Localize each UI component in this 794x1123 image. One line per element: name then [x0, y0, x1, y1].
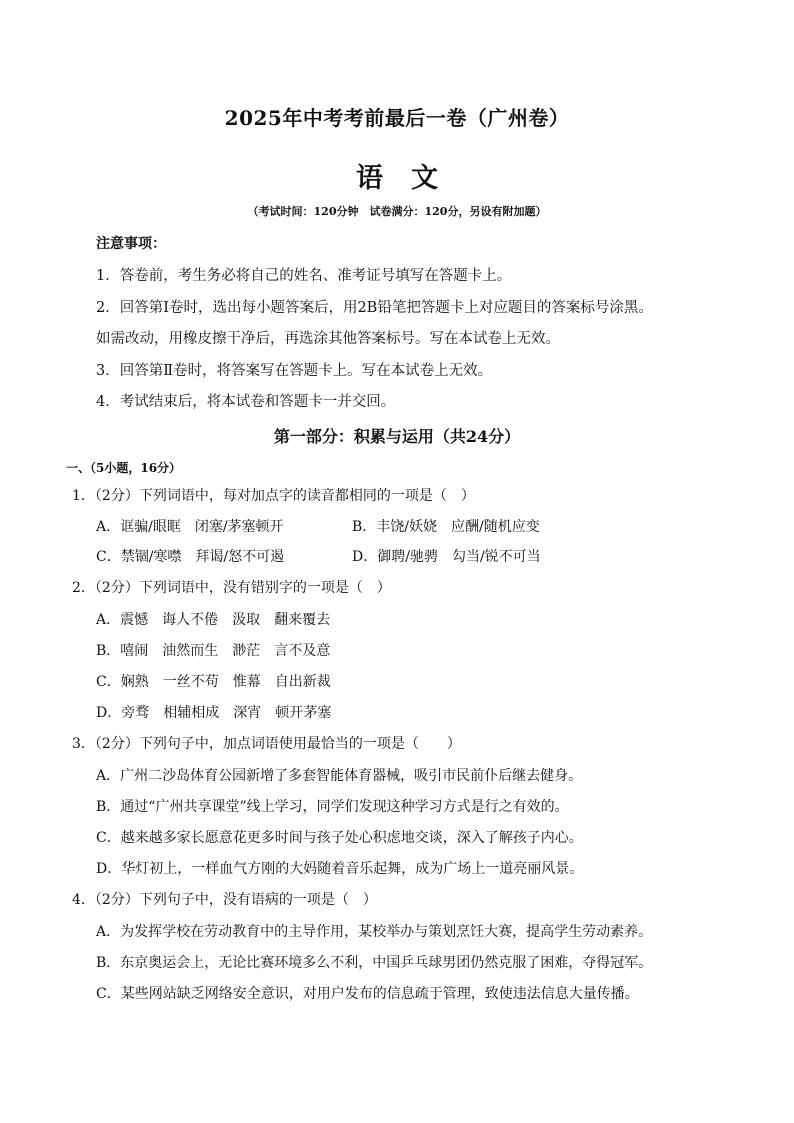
question-option: C．某些网站缺乏网络安全意识，对用户发布的信息疏于管理，致使违法信息大量传播。: [96, 986, 639, 1002]
question-option: D．华灯初上，一样血气方刚的大妈随着音乐起舞，成为广场上一道亮丽风景。: [96, 861, 584, 877]
question-option: A．广州二沙岛体育公园新增了多套智能体育器械，吸引市民前仆后继去健身。: [96, 768, 583, 784]
question-option: C．禁锢/寒噤 拜谒/怒不可遏: [96, 549, 285, 565]
question-option: A．诓骗/眼眶 闭塞/茅塞顿开: [96, 519, 284, 535]
part-heading: 第一部分：积累与运用（共24分）: [273, 427, 521, 446]
question-stem: 3．（2分）下列句子中，加点词语使用最恰当的一项是（ ）: [72, 736, 461, 752]
question-option: D．御聘/驰骋 勾当/锐不可当: [352, 549, 541, 565]
question-stem: 2．（2分）下列词语中，没有错别字的一项是（ ）: [72, 580, 391, 596]
question-option: A．为发挥学校在劳动教育中的主导作用，某校举办与策划烹饪大赛，提高学生劳动素养。: [96, 924, 653, 940]
question-stem: 4．（2分）下列句子中，没有语病的一项是（ ）: [72, 892, 377, 908]
note-item: 3．回答第Ⅱ卷时，将答案写在答题卡上。写在本试卷上无效。: [96, 363, 493, 379]
exam-title: 2025年中考考前最后一卷（广州卷）: [224, 106, 570, 130]
exam-info: （考试时间：120分钟 试卷满分：120分，另设有附加题）: [247, 205, 547, 218]
question-option: B．通过“广州共享课堂”线上学习，同学们发现这种学习方式是行之有效的。: [96, 799, 569, 815]
subject-title: 语文: [356, 163, 466, 194]
note-item: 1．答卷前，考生务必将自己的姓名、准考证号填写在答题卡上。: [96, 268, 512, 284]
question-option: A．震憾 诲人不倦 汲取 翻来覆去: [96, 612, 331, 628]
note-item: 4．考试结束后，将本试卷和答题卡一并交回。: [96, 394, 396, 410]
note-item: 2．回答第Ⅰ卷时，选出每小题答案后，用2B铅笔把答题卡上对应题目的答案标号涂黑。: [96, 300, 653, 316]
note-item-continued: 如需改动，用橡皮擦干净后，再选涂其他答案标号。写在本试卷上无效。: [96, 331, 560, 347]
question-option: C．娴熟 一丝不苟 惟幕 自出新裁: [96, 674, 331, 690]
question-option: D．旁骛 相辅相成 深宵 顿开茅塞: [96, 705, 332, 721]
section-heading: 一、（5小题，16分）: [66, 461, 182, 475]
question-stem: 1．（2分）下列词语中，每对加点字的读音都相同的一项是（ ）: [72, 488, 475, 504]
question-option: B．嘻闹 油然而生 渺茫 言不及意: [96, 643, 331, 659]
question-option: B．丰饶/妖娆 应酬/随机应变: [352, 519, 540, 535]
question-option: C．越来越多家长愿意花更多时间与孩子处心积虑地交谈，深入了解孩子内心。: [96, 830, 583, 846]
question-option: B．东京奥运会上，无论比赛环境多么不利，中国乒乓球男团仍然克服了困难，夺得冠军。: [96, 955, 653, 971]
notes-heading: 注意事项：: [96, 236, 166, 252]
